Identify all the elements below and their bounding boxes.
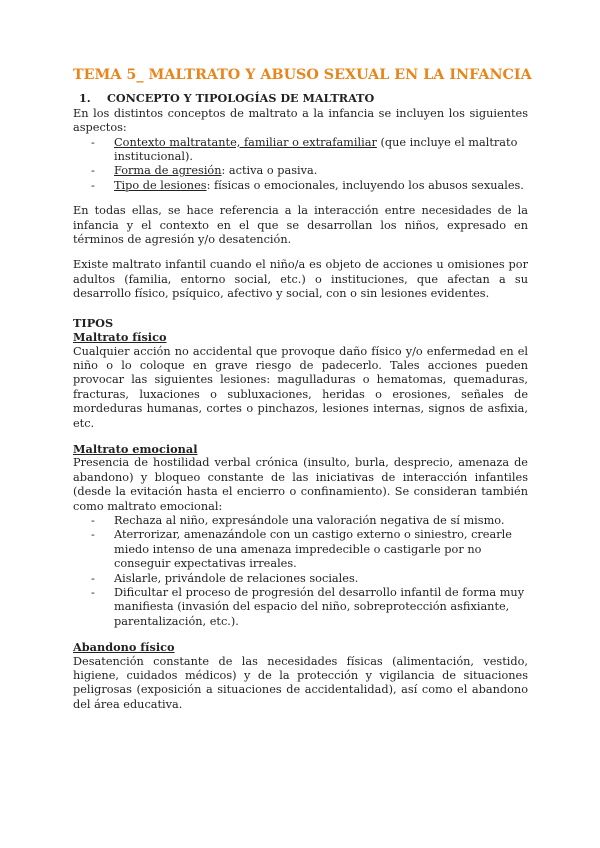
section-heading bbox=[73, 91, 528, 105]
paragraph: Presencia de hostilidad verbal crónica (insulto, burla, desprecio, amenaza de abandono) y bloqueo constante de las iniciativas de interacción infantiles (desde la evitación hasta el encierro o confinamiento). Se consideran también como maltrato emocional: bbox=[73, 456, 528, 513]
tipos-heading: TIPOS bbox=[73, 315, 114, 330]
emotional-list bbox=[73, 514, 528, 629]
aspects-list bbox=[73, 136, 528, 194]
list-item bbox=[91, 572, 528, 586]
paragraph: Desatención constante de las necesidades físicas (alimentación, vestido, higiene, cuidados médicos) y de la protección y vigilancia de situaciones peligrosas (exposición a situaciones de accidentalidad), así como el abandono del área educativa. bbox=[73, 654, 528, 711]
document-page bbox=[73, 67, 532, 712]
list-item-term: Tipo de lesiones bbox=[114, 178, 207, 192]
list-item-text: Aislarle, privándole de relaciones sociales. bbox=[114, 571, 359, 585]
paragraph: En todas ellas, se hace referencia a la interacción entre necesidades de la infancia y el contexto en el que se desarrollan los niños, expresado en términos de agresión y/o desatención. bbox=[73, 204, 528, 247]
bullet-dash: - bbox=[91, 586, 95, 599]
bullet-dash: - bbox=[91, 178, 95, 192]
bullet-dash: - bbox=[91, 164, 95, 178]
section-heading-text: CONCEPTO Y TIPOLOGÍAS DE MALTRATO bbox=[107, 91, 375, 106]
list-item-text: : físicas o emocionales, incluyendo los abusos sexuales. bbox=[206, 178, 524, 192]
list-item bbox=[91, 179, 528, 193]
list-item-text: Aterrorizar, amenazándole con un castigo externo o siniestro, crearle miedo intenso de una amenaza impredecible o castigarle por no conseguir expectativas irreales. bbox=[114, 528, 512, 571]
subheading-maltrato-fisico: Maltrato físico bbox=[73, 330, 167, 345]
list-item bbox=[91, 136, 528, 165]
bullet-dash: - bbox=[91, 528, 95, 542]
list-item bbox=[91, 164, 528, 178]
bullet-dash: - bbox=[91, 571, 95, 585]
section-number: 1. bbox=[79, 91, 91, 106]
list-item bbox=[91, 586, 528, 629]
bullet-dash: - bbox=[91, 135, 95, 149]
paragraph: Existe maltrato infantil cuando el niño/a es objeto de acciones u omisiones por adultos (familia, entorno social, etc.) o instituciones, que afectan a su desarrollo físico, psíquico, afectivo y social, con o sin lesiones evidentes. bbox=[73, 258, 528, 301]
list-item bbox=[91, 528, 528, 571]
paragraph: Cualquier acción no accidental que provoque daño físico y/o enfermedad en el niño o lo coloque en grave riesgo de padecerlo. Tales acciones pueden provocar las siguientes lesiones: magulladuras o hematomas, quemaduras, fracturas, luxaciones o subluxaciones, heridas o erosiones, señales de mordeduras humanas, cortes o pinchazos, lesiones internas, signos de asfixia, etc. bbox=[73, 344, 528, 430]
subheading-abandono-fisico: Abandono físico bbox=[73, 640, 175, 655]
intro-paragraph: En los distintos conceptos de maltrato a la infancia se incluyen los siguientes aspectos: bbox=[73, 106, 528, 135]
list-item-text: (que incluye el maltrato institucional). bbox=[114, 135, 518, 164]
list-item-text: Dificultar el proceso de progresión del desarrollo infantil de forma muy manifiesta (invasión del espacio del niño, sobreprotección asfixiante, parentalización, etc.). bbox=[114, 586, 525, 628]
list-item-term: Contexto maltratante, familiar o extrafamiliar bbox=[114, 135, 377, 149]
bullet-dash: - bbox=[91, 513, 95, 527]
list-item-term: Forma de agresión bbox=[114, 164, 222, 178]
list-item-text: : activa o pasiva. bbox=[221, 164, 318, 178]
document-title: TEMA 5_ MALTRATO Y ABUSO SEXUAL EN LA INFANCIA bbox=[73, 67, 532, 83]
list-item-text: Rechaza al niño, expresándole una valoración negativa de sí mismo. bbox=[114, 513, 505, 527]
list-item bbox=[91, 514, 528, 528]
subheading-maltrato-emocional: Maltrato emocional bbox=[73, 441, 198, 456]
